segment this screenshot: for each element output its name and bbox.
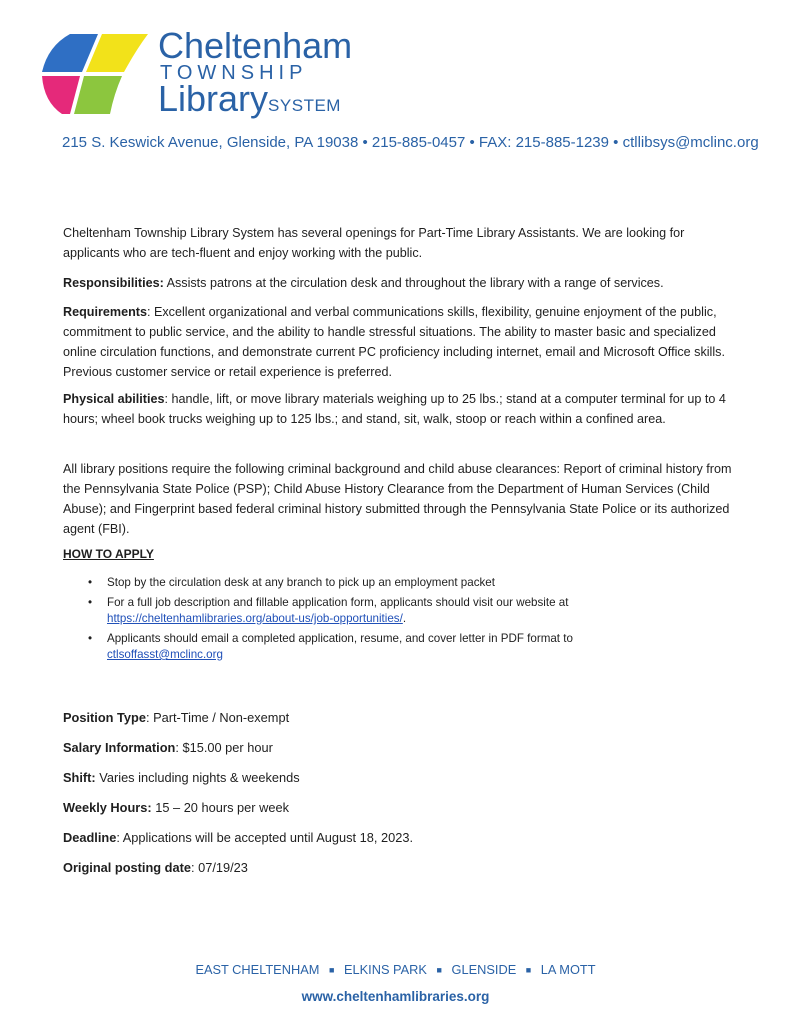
- clearances-paragraph: All library positions require the following criminal background and child abuse clearances: Report of criminal history from the Pennsylvania State Police (PSP); Child Abuse History Clearance from the Department of Human Services (Child Abuse); and Fingerprint based federal criminal history submitted through the Pennsylvania State Police or its authorized agent (FBI).: [63, 462, 732, 536]
- logo-mark-icon: [40, 32, 155, 116]
- shift: [63, 770, 300, 785]
- branch-elkins-park: ELKINS PARK: [343, 962, 427, 977]
- deadline: [63, 830, 413, 845]
- position-type-label: Position Type: [63, 710, 146, 725]
- bullet-icon: •: [88, 595, 93, 609]
- bullet-text: Stop by the circulation desk at any branch to pick up an employment packet: [107, 576, 495, 589]
- bullet-text: Applicants should email a completed application, resume, and cover letter in PDF format to: [107, 631, 573, 645]
- salary-label: Salary Information: [63, 740, 176, 755]
- bullet-icon: •: [88, 631, 93, 645]
- salary-information: [63, 740, 273, 755]
- physical-abilities-text: : handle, lift, or move library materials weighing up to 25 lbs.; stand at a computer terminal for up to 4 hours; wheel book trucks weighing up to 125 lbs.; and stand, sit, walk, stoop or reach within a confined area.: [63, 392, 726, 426]
- branch-list: [0, 962, 791, 977]
- shift-value: Varies including nights & weekends: [95, 770, 300, 785]
- responsibilities-paragraph: [63, 273, 735, 293]
- separator-square-icon: ■: [436, 965, 442, 975]
- original-posting-date: [63, 860, 248, 875]
- separator-square-icon: ■: [525, 965, 532, 975]
- email-link[interactable]: ctlsoffasst@mclinc.org: [107, 648, 223, 661]
- shift-label: Shift:: [63, 770, 96, 785]
- deadline-value: : Applications will be accepted until August 18, 2023.: [116, 830, 414, 845]
- weekly-hours-label: Weekly Hours:: [63, 800, 152, 815]
- list-item: [88, 631, 688, 664]
- branch-east-cheltenham: EAST CHELTENHAM: [195, 962, 320, 977]
- intro-paragraph: Cheltenham Township Library System has several openings for Part-Time Library Assistants. We are looking for applicants who are tech-fluent and enjoy working with the public.: [63, 226, 685, 260]
- deadline-label: Deadline: [63, 830, 117, 845]
- bullet-icon: •: [88, 576, 93, 589]
- requirements-text: : Excellent organizational and verbal communications skills, flexibility, genuine enjoyment of the public, commitment to public service, and the ability to handle stressful situations. The ability to master basic and specialized online circulation functions, and demonstrate current PC proficiency including internet, email and Microsoft Office skills. Previous customer service or retail experience is preferred.: [63, 305, 725, 379]
- logo-name: Cheltenham: [158, 25, 353, 66]
- posting-date-label: Original posting date: [63, 860, 191, 875]
- how-to-apply-list: [88, 575, 688, 667]
- weekly-hours-value: 15 – 20 hours per week: [151, 800, 289, 815]
- contact-line: 215 S. Keswick Avenue, Glenside, PA 19038 • 215-885-0457 • FAX: 215-885-1239 • ctllibsys@mclinc.org: [62, 134, 759, 151]
- branch-glenside: GLENSIDE: [451, 962, 517, 977]
- list-item: [88, 595, 688, 628]
- position-type: [63, 710, 289, 725]
- branch-la-mott: LA MOTT: [540, 962, 596, 977]
- responsibilities-label: Responsibilities:: [63, 276, 164, 290]
- logo-system-word: SYSTEM: [268, 96, 341, 115]
- weekly-hours: [63, 800, 289, 815]
- website-link[interactable]: www.cheltenhamlibraries.org: [301, 989, 490, 1004]
- bullet-end: .: [402, 612, 407, 625]
- list-item: [88, 575, 688, 592]
- physical-abilities-paragraph: [63, 389, 735, 429]
- logo-library: [158, 78, 341, 124]
- job-opportunities-link[interactable]: https://cheltenhamlibraries.org/about-us/job-opportunities/: [107, 612, 403, 625]
- logo-library-word: Library: [158, 78, 269, 119]
- physical-abilities-label: Physical abilities: [63, 392, 165, 406]
- logo-township: TOWNSHIP: [160, 62, 308, 84]
- how-to-apply-heading: HOW TO APPLY: [63, 547, 154, 561]
- logo: [40, 25, 353, 128]
- requirements-paragraph: [63, 302, 735, 382]
- salary-value: : $15.00 per hour: [175, 740, 273, 755]
- bullet-text: For a full job description and fillable application form, applicants should visit our website at: [107, 595, 569, 609]
- position-type-value: : Part-Time / Non-exempt: [145, 710, 290, 725]
- separator-square-icon: ■: [328, 965, 335, 975]
- responsibilities-text: Assists patrons at the circulation desk and throughout the library with a range of services.: [163, 276, 664, 290]
- requirements-label: Requirements: [63, 305, 147, 319]
- posting-date-value: : 07/19/23: [190, 860, 248, 875]
